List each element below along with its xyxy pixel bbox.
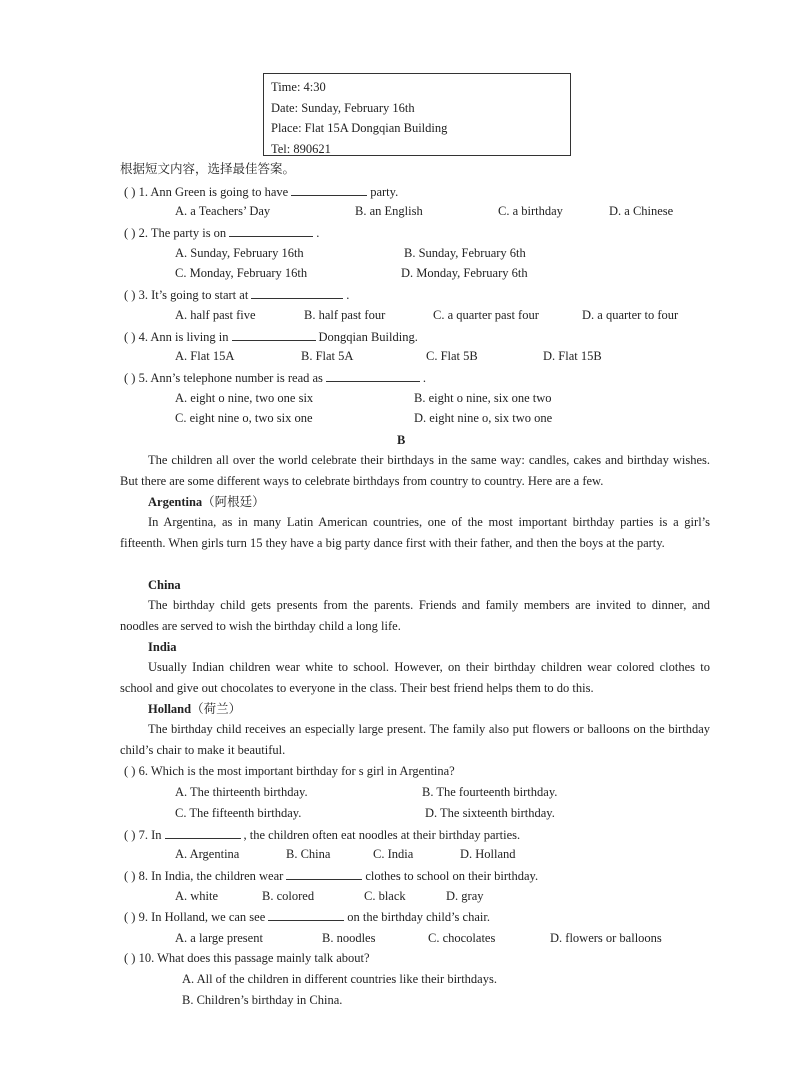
heading-argentina-title: Argentina [148,495,203,509]
answer-paren[interactable]: ( ) [124,288,136,302]
answer-paren[interactable]: ( ) [124,371,136,385]
question-stem-end: Dongqian Building. [318,330,418,344]
option-a: A. Flat 15A [175,349,235,363]
heading-argentina [148,494,265,510]
option-b: B. noodles [322,931,376,945]
answer-blank [291,183,367,196]
question-stem: 10. What does this passage mainly talk about? [138,951,370,965]
section-b-label: B [397,433,406,447]
heading-china: China [148,578,181,592]
passage-china: The birthday child gets presents from the parents. Friends and family members are invited to dinner, and noodles are served to wish the birthday child a long life. [120,598,710,633]
option-c: C. black [364,889,406,903]
question-stem: 5. Ann’s telephone number is read as [138,371,323,385]
option-d: D. Holland [460,847,516,861]
option-b: B. Children’s birthday in China. [182,993,343,1007]
option-c: C. Monday, February 16th [175,266,308,280]
passage-intro: The children all over the world celebrate their birthdays in the same way: candles, cakes and birthday wishes. But there are some different ways to celebrate birthdays from country to country. Here are a few. [120,453,710,488]
question-stem: 1. Ann Green is going to have [138,185,289,199]
question-stem-end: . [422,371,427,385]
option-b: B. China [286,847,331,861]
answer-paren[interactable]: ( ) [124,226,136,240]
question-stem-end: clothes to school on their birthday. [365,869,539,883]
option-c: C. a birthday [498,204,563,218]
option-a: A. eight o nine, two one six [175,391,314,405]
question-stem: 9. In Holland, we can see [138,910,266,924]
heading-holland [148,701,241,717]
heading-holland-cn: （荷兰） [191,702,242,716]
option-a: A. a Teachers’ Day [175,204,271,218]
question-stem-end: on the birthday child’s chair. [347,910,490,924]
question-stem-end: . [316,226,320,240]
instruction: 根据短文内容，选择最佳答案。 [120,162,296,176]
option-a: A. The thirteenth birthday. [175,785,308,799]
answer-paren[interactable]: ( ) [124,828,136,842]
option-b: B. colored [262,889,315,903]
option-c: C. The fifteenth birthday. [175,806,302,820]
option-c: C. a quarter past four [433,308,539,322]
heading-holland-title: Holland [148,702,192,716]
question-stem-end: party. [370,185,399,199]
option-b: B. half past four [304,308,386,322]
answer-blank [229,224,313,237]
card-tel: Tel: 890621 [271,142,331,157]
question-stem: 6. Which is the most important birthday for s girl in Argentina? [138,764,455,778]
question-stem: 4. Ann is living in [138,330,229,344]
option-a: A. All of the children in different countries like their birthdays. [182,972,497,986]
card-place: Place: Flat 15A Dongqian Building [271,121,448,136]
passage-india: Usually Indian children wear white to school. However, on their birthday children wear colored clothes to school and give out chocolates to everyone in the class. Their best friend helps them to do this. [120,660,710,695]
passage-holland: The birthday child receives an especially large present. The family also put flowers or balloons on the birthday child’s chair to make it beautiful. [120,722,710,757]
option-a: A. Sunday, February 16th [175,246,304,260]
option-a: A. white [175,889,219,903]
option-d: D. The sixteenth birthday. [425,806,555,820]
card-time: Time: 4:30 [271,80,326,94]
answer-blank [286,867,362,880]
answer-blank [251,286,343,299]
option-b: B. an English [355,204,423,218]
heading-argentina-cn: （阿根廷） [202,495,265,509]
question-stem-end: . [346,288,350,302]
option-d: D. Flat 15B [543,349,602,363]
option-c: C. India [373,847,414,861]
answer-paren[interactable]: ( ) [124,764,136,778]
option-a: A. Argentina [175,847,240,861]
answer-paren[interactable]: ( ) [124,951,136,965]
question-stem: 7. In [138,828,162,842]
question-stem: 2. The party is on [138,226,227,240]
option-d: D. gray [446,889,484,903]
option-d: D. Monday, February 6th [401,266,528,280]
option-b: B. Sunday, February 6th [404,246,526,260]
answer-blank [268,908,344,921]
option-d: D. eight nine o, six two one [414,411,553,425]
card-date: Date: Sunday, February 16th [271,100,415,115]
answer-paren[interactable]: ( ) [124,330,136,344]
question-stem: 3. It’s going to start at [138,288,249,302]
option-d: D. a quarter to four [582,308,679,322]
answer-blank [326,369,420,382]
option-a: A. a large present [175,931,263,945]
answer-blank [165,826,241,839]
option-c: C. eight nine o, two six one [175,411,313,425]
option-a: A. half past five [175,308,256,322]
option-d: D. flowers or balloons [550,931,662,945]
option-c: C. Flat 5B [426,349,478,363]
option-b: B. The fourteenth birthday. [422,785,558,799]
answer-paren[interactable]: ( ) [124,869,136,883]
answer-paren[interactable]: ( ) [124,185,136,199]
question-stem: 8. In India, the children wear [138,869,284,883]
answer-blank [232,328,316,341]
option-b: B. eight o nine, six one two [414,391,552,405]
option-b: B. Flat 5A [301,349,354,363]
question-stem-end: , the children often eat noodles at their birthday parties. [243,828,521,842]
option-c: C. chocolates [428,931,496,945]
answer-paren[interactable]: ( ) [124,910,136,924]
option-d: D. a Chinese [609,204,674,218]
passage-argentina: In Argentina, as in many Latin American countries, one of the most important birthday parties is a girl’s fifteenth. When girls turn 15 they have a big party dance first with their father, and then the boys at the party. [120,515,710,550]
invitation-card [263,73,571,156]
heading-india: India [148,640,177,654]
